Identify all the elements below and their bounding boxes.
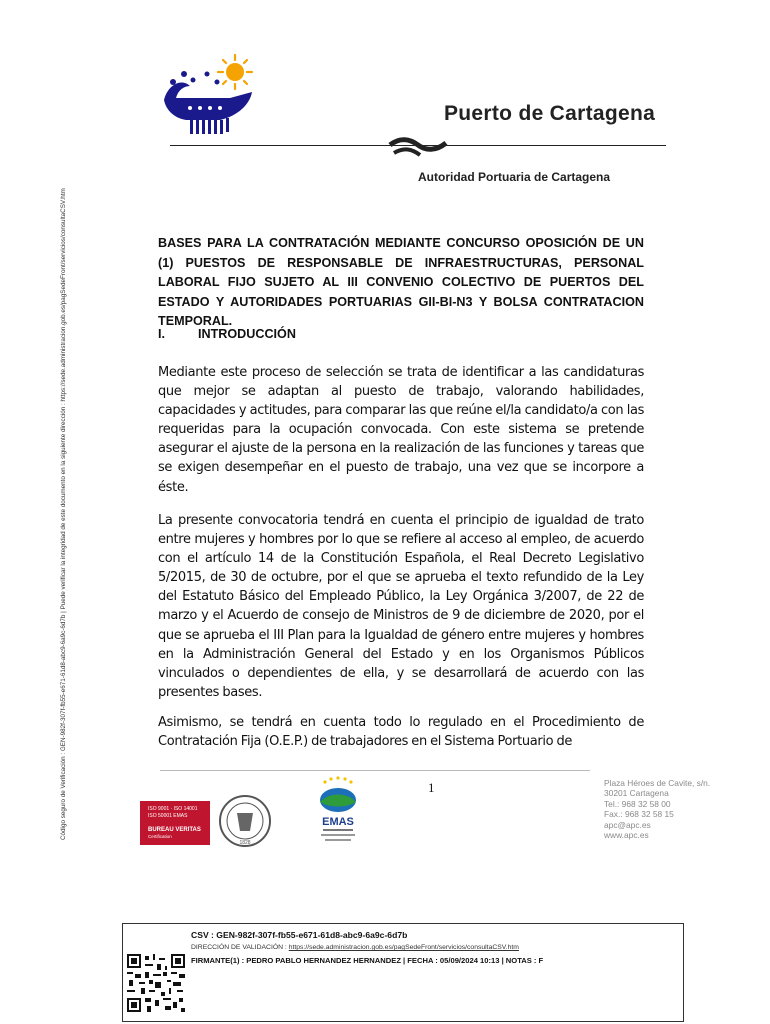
bv-year: 1828	[239, 840, 251, 846]
authority-emblem-icon	[388, 133, 448, 164]
address-line: 30201 Cartagena	[604, 788, 669, 799]
bureau-veritas-certification	[140, 793, 275, 856]
address-line: apc@apc.es	[604, 819, 651, 830]
bv-cert-line: ISO 9001 · ISO 14001	[148, 806, 198, 812]
validation-label: DIRECCIÓN DE VALIDACIÓN :	[191, 944, 289, 951]
port-logo	[160, 52, 260, 143]
paragraph: Asimismo, se tendrá en cuenta todo lo regulado en el Procedimiento de Contratación Fija (O.E.P.) de trabajadores en el Sistema Portuario de	[158, 715, 644, 750]
eu-stars-icon	[323, 776, 352, 783]
signer-info: FIRMANTE(1) : PEDRO PABLO HERNANDEZ HERNANDEZ | FECHA : 05/09/2024 10:13 | NOTAS : F	[191, 956, 544, 965]
bv-sub: Certification	[148, 834, 172, 839]
ship-icon	[164, 71, 252, 134]
validation-address	[191, 944, 519, 951]
bv-brand: BUREAU VERITAS	[148, 827, 201, 833]
sun-icon	[218, 55, 252, 89]
paragraph: La presente convocatoria tendrá en cuenta el principio de igualdad de trato entre mujeres y hombres por lo que se refiere al acceso al empleo, de acuerdo con el artículo 14 de la Constitución Española, el Real Decreto Legislativo 5/2015, de 30 de octubre, por el que se aprueba el texto refundido de la Ley del Estatuto Básico del Empleado Público, la Ley Orgánica 3/2007, de 22 de marzo y el Acuerdo de consejo de Ministros de 9 de diciembre de 2020, por el que se aprueba el III Plan para la Igualdad de género entre mujeres y hombres en la Administración General del Estado y en los Organismos Públicos vinculados o dependientes de ella, y se desarrollará de acuerdo con las presentes bases.	[158, 513, 644, 700]
csv-verification-box	[122, 923, 684, 1022]
csv-side-note: Código seguro de Verificación : GEN-982f-307f-fb55-e671-61d8-abc9-6a9c-6d7b | Puede verificar la integridad de este documento en la siguiente dirección : https://sede.administracion.gob.es/pagSedeFront/servicios/consultaCSV.htm	[60, 188, 67, 840]
emas-logo	[311, 776, 361, 851]
address-block	[604, 778, 710, 840]
qr-code-icon	[127, 954, 185, 1012]
address-line: Tel.: 968 32 58 00	[604, 798, 671, 809]
section-heading	[158, 327, 296, 341]
document-title: BASES PARA LA CONTRATACIÓN MEDIANTE CONCURSO OPOSICIÓN DE UN (1) PUESTOS DE RESPONSABLE DE INFRAESTRUCTURAS, PERSONAL LABORAL FIJO SUJETO AL III CONVENIO COLECTIVO DE PUERTOS DEL ESTADO Y AUTORIDADES PORTUARIAS GII-BI-N3 Y BOLSA CONTRATACION TEMPORAL.	[158, 236, 644, 328]
page-number: 1	[428, 780, 435, 795]
section-number: I.	[158, 327, 165, 341]
section-title: INTRODUCCIÓN	[198, 327, 296, 341]
address-line: www.apc.es	[604, 830, 649, 841]
port-title: Puerto de Cartagena	[444, 102, 656, 125]
authority-name: Autoridad Portuaria de Cartagena	[418, 170, 611, 184]
address-line: Plaza Héroes de Cavite, s/n.	[604, 778, 711, 788]
bv-cert-line: ISO 50001 EMAS	[148, 813, 188, 819]
csv-code: CSV : GEN-982f-307f-fb55-e671-61d8-abc9-6a9c-6d7b	[191, 930, 408, 940]
paragraph: Mediante este proceso de selección se trata de identificar a las candidaturas que mejor se adaptan al puesto de trabajo, valorando habilidades, capacidades y actitudes, para comparar las que reúne el/la candidato/a con las requeridas para la ocupación convocada. Con este sistema se pretende asegurar el ajuste de la persona en la realización de las funciones y tareas que se exigen desempeñar en el puesto de trabajo, una vez que se incorpore a éste.	[158, 365, 644, 495]
footer-rule	[160, 770, 590, 771]
validation-link[interactable]: https://sede.administracion.gob.es/pagSedeFront/servicios/consultaCSV.htm	[288, 944, 519, 951]
address-line: Fax.: 968 32 58 15	[604, 809, 674, 820]
emas-label: EMAS	[322, 816, 354, 828]
